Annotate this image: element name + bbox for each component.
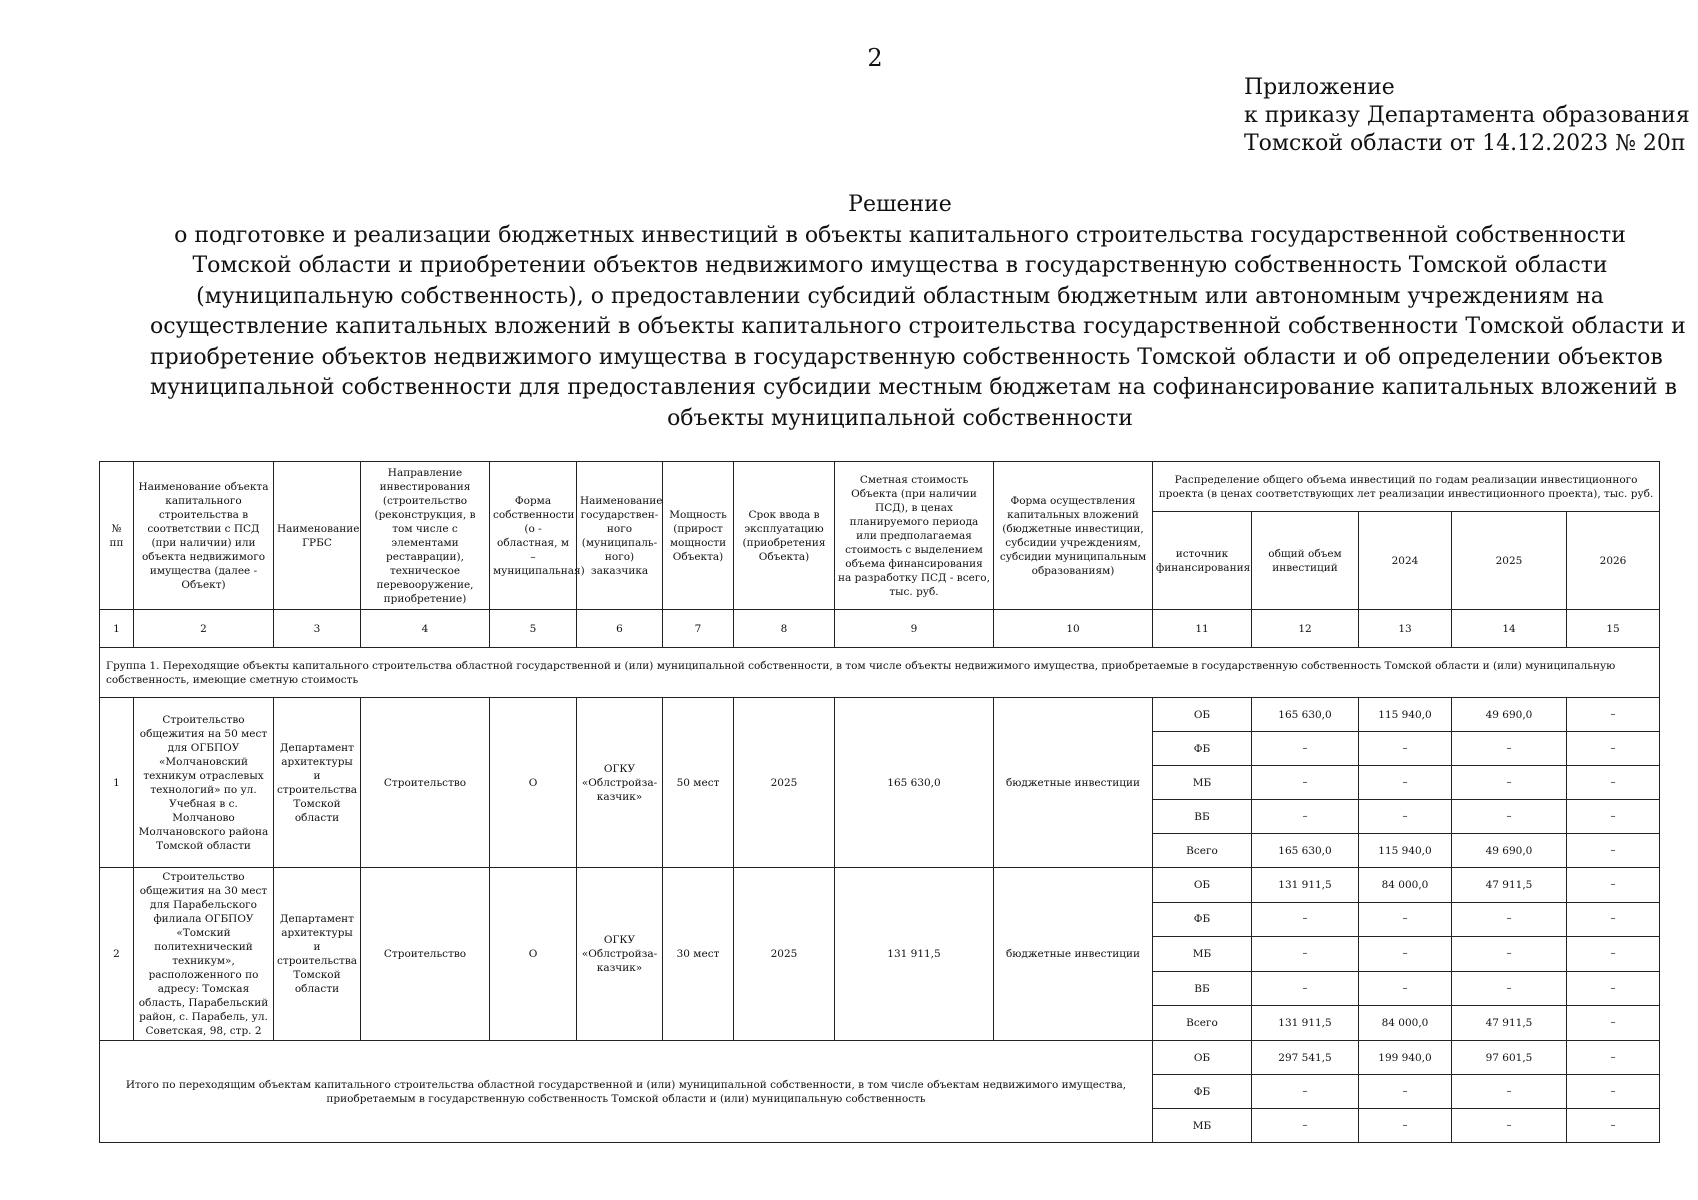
year-2024-cell: 84 000,0 xyxy=(1359,1006,1452,1041)
object-customer: ОГКУ «Облстройза-казчик» xyxy=(577,698,663,868)
year-2024-cell: 84 000,0 xyxy=(1359,868,1452,903)
object-ownership: О xyxy=(490,698,577,868)
group-row xyxy=(100,648,1660,698)
year-2024-cell: – xyxy=(1359,1075,1452,1109)
object-cost: 131 911,5 xyxy=(835,868,994,1041)
document-title xyxy=(150,190,1686,434)
object-grbs: Департамент архитектуры и строительства Томской области xyxy=(274,698,361,868)
year-2026-cell: – xyxy=(1567,1109,1660,1143)
total-cell: – xyxy=(1252,800,1359,834)
column-number: 7 xyxy=(663,610,734,648)
source-cell: ОБ xyxy=(1153,698,1252,732)
header-ownership: Форма собственности (о - областная, м – муниципальная) xyxy=(490,462,577,610)
object-ownership: О xyxy=(490,868,577,1041)
source-cell: ФБ xyxy=(1153,1075,1252,1109)
year-2026-cell: – xyxy=(1567,971,1660,1006)
column-number: 13 xyxy=(1359,610,1452,648)
year-2025-cell: 49 690,0 xyxy=(1452,698,1567,732)
year-2024-cell: – xyxy=(1359,937,1452,972)
object-direction: Строительство xyxy=(361,868,490,1041)
year-2024-cell: – xyxy=(1359,732,1452,766)
year-2025-cell: – xyxy=(1452,902,1567,937)
header-row xyxy=(100,462,1660,512)
source-cell: МБ xyxy=(1153,937,1252,972)
column-number: 3 xyxy=(274,610,361,648)
object-name: Строительство общежития на 50 мест для ОГБПОУ «Молчановский техникум отраслевых технологий» по ул. Учебная в с. Молчаново Молчановского района Томской области xyxy=(134,698,274,868)
header-grbs: Наименование ГРБС xyxy=(274,462,361,610)
column-number: 12 xyxy=(1252,610,1359,648)
year-2026-cell: – xyxy=(1567,800,1660,834)
title-line: муниципальной собственности для предоставления субсидии местным бюджетам на софинансирование капитальных вложений в xyxy=(150,375,1677,400)
investment-table xyxy=(99,461,1660,1143)
source-cell: МБ xyxy=(1153,1109,1252,1143)
header-distribution: Распределение общего объема инвестиций по годам реализации инвестиционного проекта (в ценах соответствующих лет реализации инвестиционного проекта), тыс. руб. xyxy=(1153,462,1660,512)
total-cell: 131 911,5 xyxy=(1252,868,1359,903)
column-number: 8 xyxy=(734,610,835,648)
source-cell: МБ xyxy=(1153,766,1252,800)
column-numbers-row xyxy=(100,610,1660,648)
object-term: 2025 xyxy=(734,698,835,868)
column-number: 15 xyxy=(1567,610,1660,648)
source-cell: ВБ xyxy=(1153,800,1252,834)
object-capacity: 30 мест xyxy=(663,868,734,1041)
year-2026-cell: – xyxy=(1567,1075,1660,1109)
total-cell: 131 911,5 xyxy=(1252,1006,1359,1041)
title-line: Томской области и приобретении объектов недвижимого имущества в государственную собственность Томской области xyxy=(192,253,1608,278)
header-2026: 2026 xyxy=(1567,512,1660,610)
total-cell: – xyxy=(1252,902,1359,937)
group-title: Группа 1. Переходящие объекты капитального строительства областной государственной и (или) муниципальной собственности, в том числе объекты недвижимого имущества, приобретаемые в государственную собственность Томской области и (или) муниципальную собственность, имеющие сметную стоимость xyxy=(100,648,1660,698)
year-2024-cell: 115 940,0 xyxy=(1359,698,1452,732)
year-2026-cell: – xyxy=(1567,937,1660,972)
header-cost: Сметная стоимость Объекта (при наличии ПСД), в ценах планируемого периода или предполагаемая стоимость с выделением объема финансирования на разработку ПСД - всего, тыс. руб. xyxy=(835,462,994,610)
header-term: Срок ввода в эксплуатацию (приобретения Объекта) xyxy=(734,462,835,610)
column-number: 5 xyxy=(490,610,577,648)
total-cell: 165 630,0 xyxy=(1252,698,1359,732)
total-cell: – xyxy=(1252,1109,1359,1143)
header-num: № пп xyxy=(100,462,134,610)
source-cell: ОБ xyxy=(1153,868,1252,903)
header-2024: 2024 xyxy=(1359,512,1452,610)
column-number: 6 xyxy=(577,610,663,648)
object-grbs: Департамент архитектуры и строительства Томской области xyxy=(274,868,361,1041)
total-cell: – xyxy=(1252,1075,1359,1109)
header-source: источник финансирования xyxy=(1153,512,1252,610)
column-number: 14 xyxy=(1452,610,1567,648)
source-cell: ФБ xyxy=(1153,732,1252,766)
year-2026-cell: – xyxy=(1567,868,1660,903)
header-object-name: Наименование объекта капитального строительства в соответствии с ПСД (при наличии) или объекта недвижимого имущества (далее - Объект) xyxy=(134,462,274,610)
object-term: 2025 xyxy=(734,868,835,1041)
year-2026-cell: – xyxy=(1567,698,1660,732)
year-2025-cell: – xyxy=(1452,1109,1567,1143)
year-2025-cell: – xyxy=(1452,1075,1567,1109)
year-2026-cell: – xyxy=(1567,766,1660,800)
source-cell: Всего xyxy=(1153,834,1252,868)
source-cell: Всего xyxy=(1153,1006,1252,1041)
object-form: бюджетные инвестиции xyxy=(994,868,1153,1041)
object-num: 1 xyxy=(100,698,134,868)
total-cell: – xyxy=(1252,766,1359,800)
object-num: 2 xyxy=(100,868,134,1041)
year-2024-cell: 115 940,0 xyxy=(1359,834,1452,868)
object-direction: Строительство xyxy=(361,698,490,868)
column-number: 1 xyxy=(100,610,134,648)
year-2024-cell: – xyxy=(1359,766,1452,800)
object-name: Строительство общежития на 30 мест для Парабельского филиала ОГБПОУ «Томский политехнический техникум», расположенного по адресу: Томская область, Парабельский район, с. Парабель, ул. Советская, 98, стр. 2 xyxy=(134,868,274,1041)
header-form: Форма осуществления капитальных вложений (бюджетные инвестиции, субсидии учреждениям, субсидии муниципальным образованиям) xyxy=(994,462,1153,610)
column-number: 11 xyxy=(1153,610,1252,648)
title-line: о подготовке и реализации бюджетных инвестиций в объекты капитального строительства государственной собственности xyxy=(174,222,1626,248)
year-2025-cell: 49 690,0 xyxy=(1452,834,1567,868)
page-number: 2 xyxy=(867,44,883,72)
header-customer: Наименование государствен-ного (муниципаль-ного) заказчика xyxy=(577,462,663,610)
appendix-line: Приложение xyxy=(1244,75,1395,100)
title-line: приобретение объектов недвижимого имущества в государственную собственность Томской области и об определении объектов xyxy=(150,344,1663,370)
year-2025-cell: 47 911,5 xyxy=(1452,1006,1567,1041)
title-line: осуществление капитальных вложений в объекты капитального строительства государственной собственности Томской области и xyxy=(150,314,1686,339)
appendix-block xyxy=(1244,74,1690,158)
year-2025-cell: 47 911,5 xyxy=(1452,868,1567,903)
total-cell: 297 541,5 xyxy=(1252,1041,1359,1075)
year-2026-cell: – xyxy=(1567,732,1660,766)
year-2025-cell: – xyxy=(1452,937,1567,972)
source-cell: ВБ xyxy=(1153,971,1252,1006)
total-cell: – xyxy=(1252,937,1359,972)
object-capacity: 50 мест xyxy=(663,698,734,868)
year-2025-cell: – xyxy=(1452,732,1567,766)
total-cell: – xyxy=(1252,971,1359,1006)
object-form: бюджетные инвестиции xyxy=(994,698,1153,868)
header-total: общий объем инвестиций xyxy=(1252,512,1359,610)
appendix-line: к приказу Департамента образования xyxy=(1244,103,1690,128)
year-2026-cell: – xyxy=(1567,902,1660,937)
table-row xyxy=(100,698,1660,732)
appendix-line: Томской области от 14.12.2023 № 20п xyxy=(1244,131,1686,156)
source-cell: ФБ xyxy=(1153,902,1252,937)
header-2025: 2025 xyxy=(1452,512,1567,610)
year-2024-cell: – xyxy=(1359,800,1452,834)
column-number: 10 xyxy=(994,610,1153,648)
column-number: 2 xyxy=(134,610,274,648)
totals-row xyxy=(100,1041,1660,1075)
object-cost: 165 630,0 xyxy=(835,698,994,868)
title-heading: Решение xyxy=(848,192,952,217)
year-2025-cell: 97 601,5 xyxy=(1452,1041,1567,1075)
year-2024-cell: 199 940,0 xyxy=(1359,1041,1452,1075)
total-cell: 165 630,0 xyxy=(1252,834,1359,868)
title-line: объекты муниципальной собственности xyxy=(667,405,1133,431)
year-2025-cell: – xyxy=(1452,766,1567,800)
header-direction: Направление инвестирования (строительство (реконструкция, в том числе с элементами реставрации), техническое перевооружение, приобретение) xyxy=(361,462,490,610)
year-2026-cell: – xyxy=(1567,1041,1660,1075)
title-line: (муниципальную собственность), о предоставлении субсидий областным бюджетным или автономным учреждениям на xyxy=(196,283,1604,309)
year-2024-cell: – xyxy=(1359,902,1452,937)
source-cell: ОБ xyxy=(1153,1041,1252,1075)
year-2025-cell: – xyxy=(1452,971,1567,1006)
column-number: 4 xyxy=(361,610,490,648)
year-2026-cell: – xyxy=(1567,834,1660,868)
column-number: 9 xyxy=(835,610,994,648)
table-row xyxy=(100,868,1660,903)
total-cell: – xyxy=(1252,732,1359,766)
object-customer: ОГКУ «Облстройза-казчик» xyxy=(577,868,663,1041)
totals-label: Итого по переходящим объектам капитального строительства областной государственной и (или) муниципальной собственности, в том числе объектам недвижимого имущества, приобретаемым в государственную собственность Томской области и (или) муниципальную собственность xyxy=(100,1041,1153,1143)
year-2024-cell: – xyxy=(1359,971,1452,1006)
year-2026-cell: – xyxy=(1567,1006,1660,1041)
header-capacity: Мощность (прирост мощности Объекта) xyxy=(663,462,734,610)
year-2025-cell: – xyxy=(1452,800,1567,834)
year-2024-cell: – xyxy=(1359,1109,1452,1143)
